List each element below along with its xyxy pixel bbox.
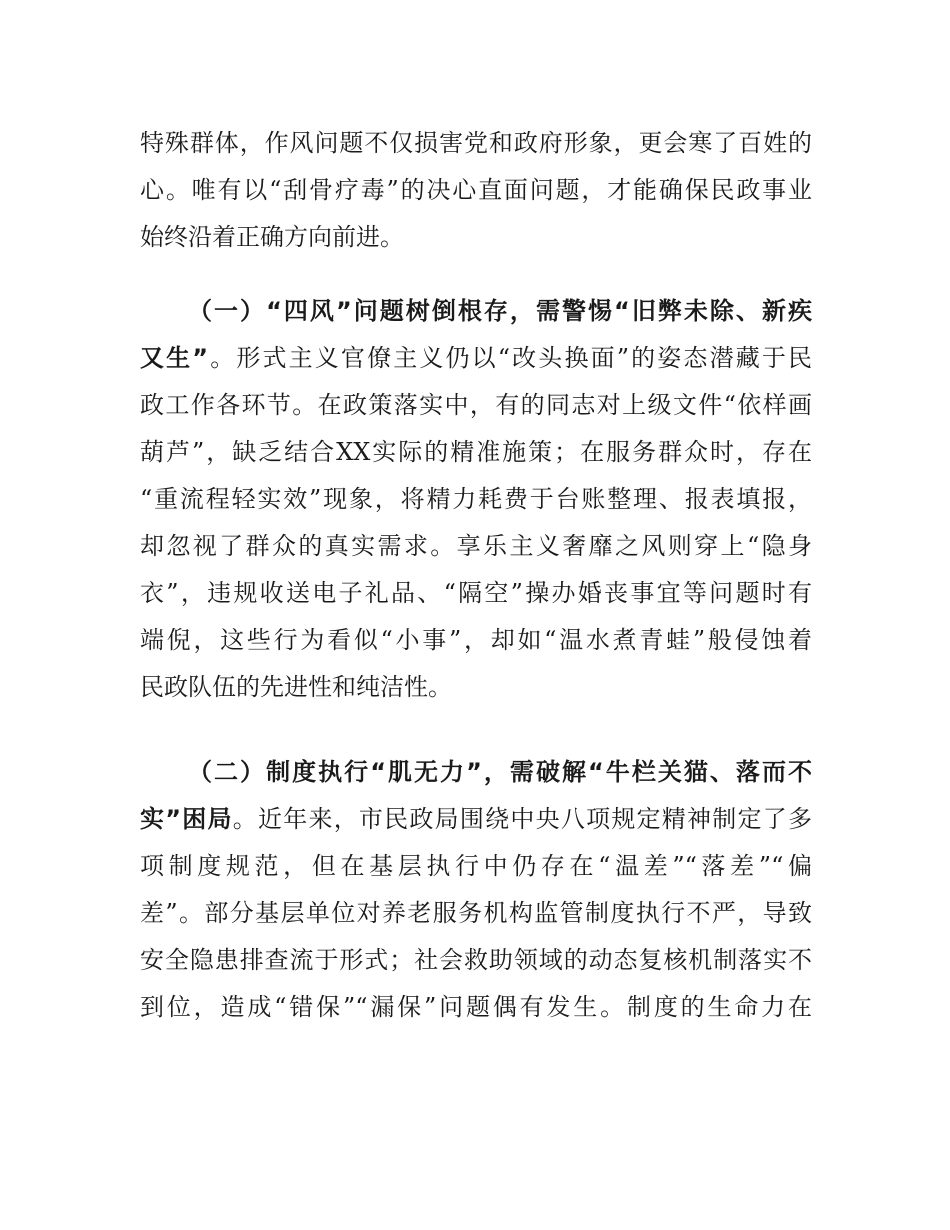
text-run: 民政队伍的先进性和纯洁性。	[140, 673, 452, 701]
text-run: 政工作各环节。在政策落实中，有的同志对上级文件“依样画	[140, 391, 812, 419]
text-run: 衣”，违规收送电子礼品、“隔空”操办婚丧事宜等问题时有	[140, 579, 812, 607]
body-text-line	[140, 385, 812, 425]
body-text-line	[140, 432, 812, 472]
section-heading-text: 又生”	[140, 344, 209, 372]
text-run: “重流程轻实效”现象，将精力耗费于台账整理、报表填报，	[140, 485, 812, 513]
section-heading-line	[188, 752, 812, 792]
body-text-line	[140, 479, 812, 519]
section-heading-line	[188, 291, 812, 331]
body-text-line	[140, 338, 812, 378]
text-run: 到位，造成“错保”“漏保”问题偶有发生。制度的生命力在	[140, 993, 812, 1021]
body-text-line	[140, 573, 812, 613]
text-run: 葫芦”，缺乏结合XX实际的精准施策；在服务群众时，存在	[140, 438, 812, 466]
text-run: 差”。部分基层单位对养老服务机构监管制度执行不严，导致	[140, 899, 812, 927]
text-run: 端倪，这些行为看似“小事”，却如“温水煮青蛙”般侵蚀着	[140, 626, 812, 654]
body-text-line	[140, 526, 812, 566]
text-run: 却忽视了群众的真实需求。享乐主义奢靡之风则穿上“隐身	[140, 532, 812, 560]
body-text-line	[140, 620, 812, 660]
section-heading-text: （一）“四风”问题树倒根存，需警惕“旧弊未除、新疾	[188, 297, 812, 325]
text-run: 安全隐患排查流于形式；社会救助领域的动态复核机制落实不	[140, 946, 812, 974]
body-text-line	[140, 987, 812, 1027]
body-text-line	[140, 170, 812, 210]
text-run: 项制度规范，但在基层执行中仍存在“温差”“落差”“偏	[140, 852, 812, 880]
text-run: 。形式主义官僚主义仍以“改头换面”的姿态潜藏于民	[208, 344, 812, 372]
section-heading-text: （二）制度执行“肌无力”，需破解“牛栏关猫、落而不	[188, 758, 812, 786]
text-run: 心。唯有以“刮骨疗毒”的决心直面问题，才能确保民政事业	[140, 176, 812, 204]
body-text-line	[140, 799, 812, 839]
body-text-line	[140, 940, 812, 980]
body-text-line	[140, 893, 812, 933]
text-run: 特殊群体，作风问题不仅损害党和政府形象，更会寒了百姓的	[140, 129, 812, 157]
body-text-line	[140, 217, 812, 257]
text-run: 始终沿着正确方向前进。	[140, 223, 404, 251]
section-heading-text: 实”困局	[140, 805, 233, 833]
body-text-line	[140, 123, 812, 163]
body-text-line	[140, 667, 812, 707]
body-text-line	[140, 846, 812, 886]
text-run: 。近年来，市民政局围绕中央八项规定精神制定了多	[232, 805, 812, 833]
